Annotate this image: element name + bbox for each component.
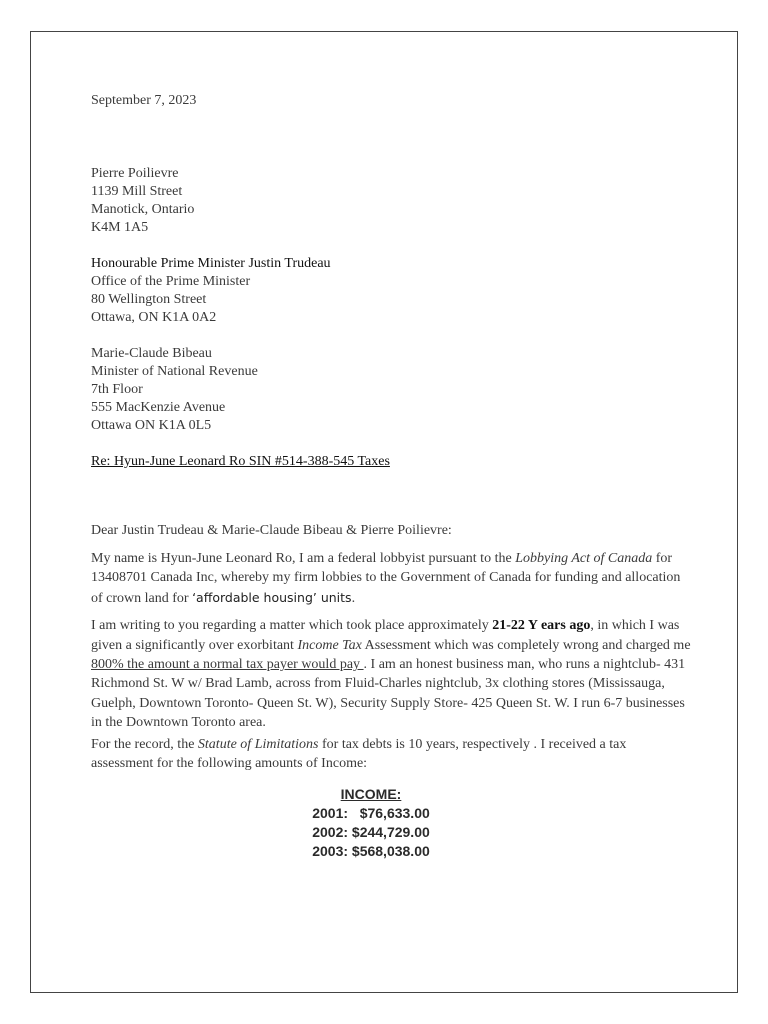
paragraph-matter-text-1: I am writing to you regarding a matter which took place approximately: [91, 618, 493, 634]
sender-city: Manotick, Ontario: [91, 202, 195, 217]
recipient-pm-city: Ottawa, ON K1A 0A2: [91, 310, 217, 325]
income-title: INCOME:: [340, 786, 402, 803]
recipient-pm-street: 80 Wellington Street: [91, 292, 207, 307]
subject-line: Re: Hyun-June Leonard Ro SIN #514-388-545 Taxes: [91, 454, 390, 469]
paragraph-statute-text-2: for tax debts is 10 years, respectively . I received a tax assessment for the following amounts of Income:: [91, 736, 627, 772]
lobbying-act-reference: Lobbying Act of Canada: [515, 551, 653, 566]
recipient-minister-title: Minister of National Revenue: [91, 364, 258, 379]
letter-date: September 7, 2023: [91, 93, 197, 108]
sender-street: 1139 Mill Street: [91, 184, 183, 199]
paragraph-intro-text-1: My name is Hyun-June Leonard Ro, I am a federal lobbyist pursuant to the: [91, 551, 516, 566]
recipient-minister-street: 555 MacKenzie Avenue: [91, 400, 226, 415]
salutation: Dear Justin Trudeau & Marie-Claude Bibeau & Pierre Poilievre:: [91, 523, 452, 538]
overcharge-statement: 800% the amount a normal tax payer would pay: [91, 657, 364, 673]
paragraph-intro-text-3: .: [351, 590, 356, 606]
income-table: [91, 785, 691, 861]
paragraph-statute: [91, 735, 691, 774]
recipient-pm-address: [91, 255, 691, 327]
statute-of-limitations-reference: Statute of Limitations: [197, 736, 319, 752]
paragraph-matter-text-3: Assessment which was completely wrong and charged me: [361, 637, 691, 653]
recipient-minister-city: Ottawa ON K1A 0L5: [91, 418, 212, 433]
income-row-2001: 2001: $76,633.00: [312, 805, 430, 822]
recipient-pm-office: Office of the Prime Minister: [91, 274, 251, 289]
sender-postal: K4M 1A5: [91, 220, 149, 235]
recipient-minister-name: Marie-Claude Bibeau: [91, 346, 212, 361]
paragraph-intro-text-2: for 13408701 Canada Inc, whereby my firm lobbies to the Government of Canada for funding and allocation of crown land for: [91, 551, 681, 606]
paragraph-matter-text-4: . I am an honest business man, who runs a nightclub- 431 Richmond St. W w/ Brad Lamb, across from Fluid-Charles nightclub, 3x clothing stores (Mississauga, Guelph, Downtown Toronto- Queen St. W), Security Supply Store- 425 Queen St. W. I run 6-7 businesses in the Downtown Toronto area.: [91, 657, 686, 731]
recipient-pm-name: Honourable Prime Minister Justin Trudeau: [91, 256, 331, 271]
years-ago-emphasis: 21-22 Y ears ago: [492, 618, 591, 634]
paragraph-matter-text-2: , in which I was given a significantly over exorbitant: [91, 618, 680, 653]
recipient-minister-floor: 7th Floor: [91, 382, 143, 397]
paragraph-matter: [91, 616, 691, 732]
affordable-housing-phrase: ‘affordable housing’ units: [192, 589, 352, 605]
paragraph-intro: [91, 549, 691, 608]
sender-address: [91, 165, 691, 237]
recipient-minister-address: [91, 345, 691, 435]
sender-name: Pierre Poilievre: [91, 166, 179, 181]
paragraph-statute-text-1: For the record, the: [91, 736, 198, 752]
income-row-2002: 2002: $244,729.00: [312, 824, 430, 841]
letter-body: [91, 92, 691, 861]
income-row-2003: 2003: $568,038.00: [312, 843, 430, 860]
income-tax-reference: Income Tax: [297, 637, 362, 653]
